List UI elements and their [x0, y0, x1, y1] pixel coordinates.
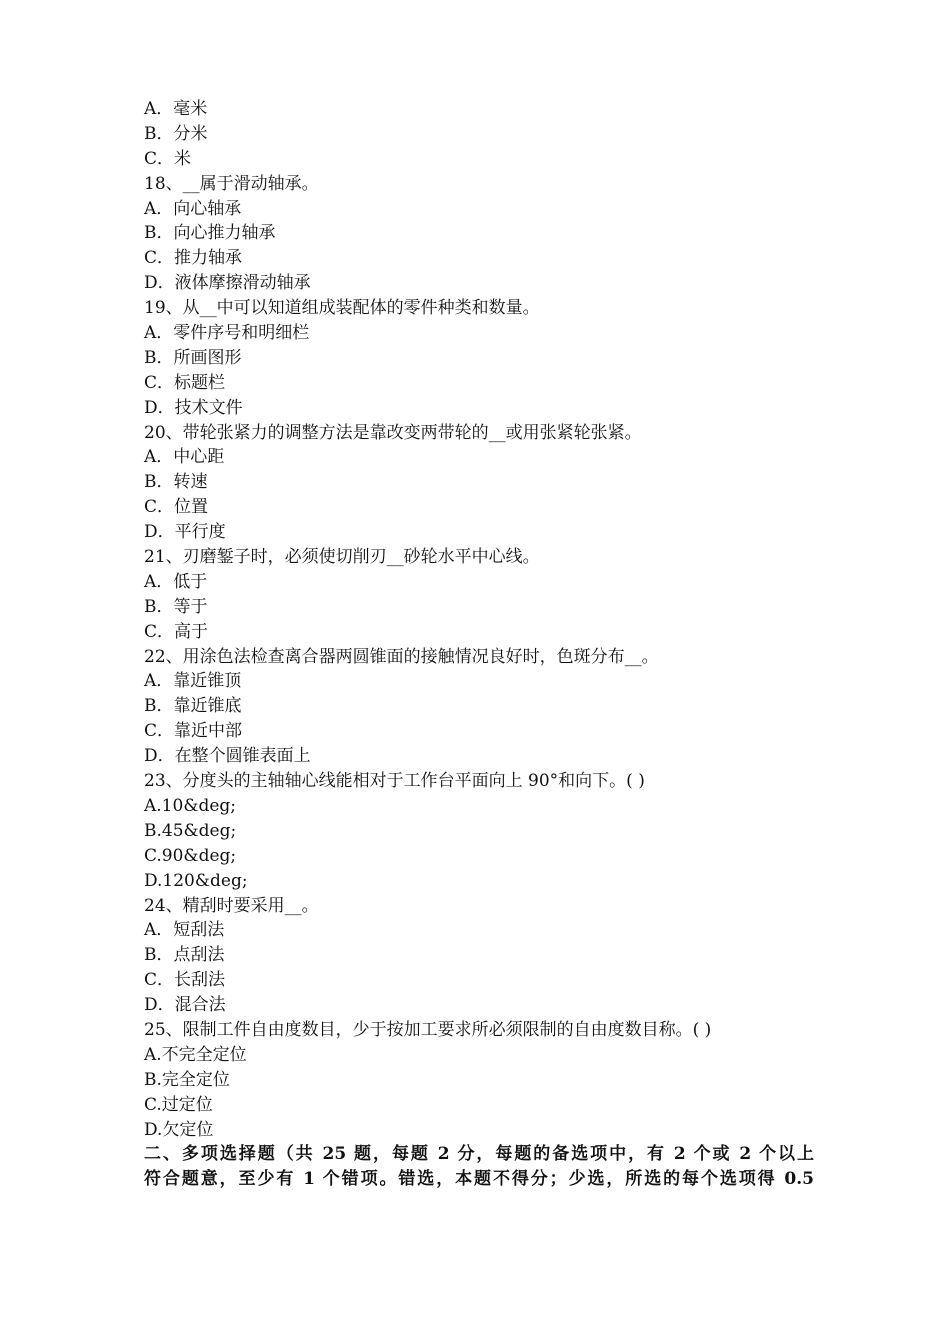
section-heading-line-1: 二、多项选择题（共 25 题，每题 2 分，每题的备选项中，有 2 个或 2 个以上: [144, 1144, 814, 1165]
question-20: 20、带轮张紧力的调整方法是靠改变两带轮的__或用张紧轮张紧。: [144, 422, 642, 443]
option-line: A．短刮法: [144, 920, 225, 941]
option-line: D．平行度: [144, 522, 226, 543]
option-line: D.120&deg;: [144, 870, 248, 891]
option-line: A．毫米: [144, 99, 208, 119]
option-line: B.45&deg;: [144, 820, 237, 841]
option-line: A．靠近锥顶: [144, 671, 242, 692]
option-line: B．靠近锥底: [144, 696, 242, 717]
option-line: A．向心轴承: [144, 198, 242, 219]
document-page: [144, 97, 814, 1192]
question-23: 23、分度头的主轴轴心线能相对于工作台平面向上 90°和向下。( ): [144, 771, 645, 792]
option-line: B．转速: [144, 472, 208, 493]
option-line: D．液体摩擦滑动轴承: [144, 273, 311, 294]
question-24: 24、精刮时要采用__。: [144, 895, 319, 916]
option-line: D.欠定位: [144, 1119, 214, 1140]
option-line: C．长刮法: [144, 970, 226, 991]
option-line: A.不完全定位: [144, 1044, 247, 1065]
section-heading-line-2: 符合题意，至少有 1 个错项。错选，本题不得分；少选，所选的每个选项得 0.5: [144, 1169, 814, 1190]
option-line: B．分米: [144, 123, 208, 144]
option-line: B．点刮法: [144, 945, 225, 966]
option-line: B．向心推力轴承: [144, 223, 276, 244]
option-line: C．米: [144, 148, 192, 169]
option-line: D．混合法: [144, 995, 226, 1016]
option-line: B．等于: [144, 596, 208, 617]
option-line: C．推力轴承: [144, 248, 243, 269]
question-22: 22、用涂色法检查离合器两圆锥面的接触情况良好时，色斑分布__。: [144, 646, 659, 667]
option-line: C．标题栏: [144, 372, 226, 393]
option-line: C．靠近中部: [144, 721, 243, 742]
question-18: 18、__属于滑动轴承。: [144, 173, 319, 194]
option-line: B.完全定位: [144, 1069, 230, 1090]
option-line: C．位置: [144, 497, 209, 518]
option-line: D．在整个圆锥表面上: [144, 746, 311, 767]
question-25: 25、限制工件自由度数目，少于按加工要求所必须限制的自由度数目称。( ): [144, 1019, 712, 1040]
option-line: A．零件序号和明细栏: [144, 323, 310, 344]
option-line: B．所画图形: [144, 347, 242, 368]
option-line: C.过定位: [144, 1094, 213, 1115]
option-line: D．技术文件: [144, 397, 243, 418]
option-line: A.10&deg;: [144, 795, 236, 816]
option-line: C.90&deg;: [144, 845, 237, 866]
option-line: A．低于: [144, 571, 208, 592]
question-21: 21、刃磨錾子时，必须使切削刃__砂轮水平中心线。: [144, 547, 540, 568]
question-19: 19、从__中可以知道组成装配体的零件种类和数量。: [144, 298, 540, 319]
option-line: A．中心距: [144, 447, 225, 468]
option-line: C．高于: [144, 621, 209, 642]
